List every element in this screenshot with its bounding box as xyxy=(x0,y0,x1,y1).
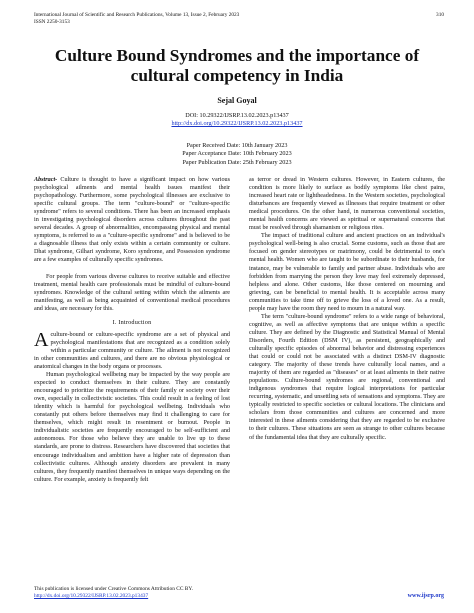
author-name: Sejal Goyal xyxy=(217,96,257,105)
drop-cap: A xyxy=(34,328,49,351)
issn: ISSN 2250-3153 xyxy=(34,19,70,25)
journal-name: International Journal of Scientific and Research Publications, Volume 13, Issue 2, February 2023 xyxy=(34,12,240,18)
intro-paragraph-2: Human psychological wellbeing may be impacted by the way people are expected to conduct themselves in their culture. They are constantly encouraged to prioritize the requirements of their family or society over their own, especially in collectivistic societies. This could result in a feeling of lost identity which is harmful for psychological wellbeing. Individuals who constantly put others before themselves may find it challenging to care for themselves, which might result in resentment or burnout. People in individualistic societies are frequently encouraged to be self-sufficient and autonomous. For those who believe they are unable to live up to these standards, are prone to distress. Researchers have discovered that societies that encourage individualism and ambition have a higher rate of depression than collectivistic cultures. Although anxiety disorders are prevalent in many cultures, they frequently manifest themselves in unique ways depending on the culture. For example, anxiety is frequently felt xyxy=(34,372,230,483)
right-column xyxy=(249,176,445,442)
published-date: Paper Publication Date: 25th February 2023 xyxy=(182,158,292,166)
doi-text: DOI: 10.29322/IJSRP.13.02.2023.p13437 xyxy=(185,112,289,119)
doi-link[interactable]: http://dx.doi.org/10.29322/IJSRP.13.02.2023.p13437 xyxy=(171,120,303,127)
abstract-paragraph-2: For people from various diverse cultures to receive suitable and effective treatment, mental health care professionals must be mindful of culture-bound syndromes. Knowledge of the cultural setting within which the ailments are manifesting, as well as being acquainted of conventional medical procedures and ideas, are necessary for this. xyxy=(34,273,230,312)
body-paragraph-3: The term "culture-bound syndrome" refers to a wide range of behavioral, cognitive, as well as affective symptoms that are unique within a specific culture. They are defined by the Diagnostic and Statistical Manual of Mental Disorders, Fourth Edition (DSM IV), as persistent, geographically and culturally specific episodes of abnormal behavior and distressing experiences that could or could not be associated with a distinct DSM-IV diagnostic category. The majority of these trends have culturally local names, and a majority of them are regarded as "diseases" or at least ailments in their native populations. Culture-bound syndromes are regional, conventional and indigenous syndromes that require logical interpretations for particular recurring, systematic, and unsettling sets of sensations and symptoms. They are typically restricted to specific societies or cultural locations. The clinicians and scholars from those communities and cultures are concerned and more interested in these ailments considering that they are regarded to be exclusive to their cultures. These situations are seen as strange to other cultures because of the fundamental idea that they are culturally specific. xyxy=(249,313,445,441)
journal-website[interactable]: www.ijsrp.org xyxy=(407,593,444,599)
received-date: Paper Received Date: 10th January 2023 xyxy=(186,142,288,149)
running-header xyxy=(34,12,444,26)
page-footer xyxy=(34,586,444,600)
left-column xyxy=(34,176,230,484)
body-paragraph-1: as terror or dread in Western cultures. However, in Eastern cultures, the condition is more likely to surface as bodily symptoms like chest pains, increased heart rate or lightheadedness. In the Western societies, psychological disturbances are frequently viewed as illnesses that require treatment or other medical procedures. On the other hand, in numerous conventional societies, mental health concerns are viewed as spiritual or supernatural concerns that must be resolved through shamanism or religious rites. xyxy=(249,177,445,232)
body-paragraph-2: The impact of traditional culture and ancient practices on an individual's psychological well-being is also crucial. Some customs, such as those that are focused on gender stereotypes or matrimony, could be detrimental to one's mental health. Women who are taught to be subordinate to their husbands, for instance, may be vulnerable to family and partner abuse. Individuals who are forbidden from marrying the person they love may feel extremely depressed, helpless and alone. Other customs, like those centered on mourning and grieving, can be beneficial to mental health. It is acceptable across many communities to take time off to grieve the loss of a loved one. As a result, people may have the room they need to mourn in a natural way. xyxy=(249,233,445,312)
section-heading: I. Introduction xyxy=(112,318,152,326)
page-number: 310 xyxy=(436,12,444,18)
footer-doi-link[interactable]: http://dx.doi.org/10.29322/IJSRP.13.02.2023.p13437 xyxy=(34,593,149,599)
abstract-text: Culture is thought to have a significant impact on how various psychological ailments and mental health issues manifest their psychopathology. Furthermore, some psychological illnesses are exclusive to specific cultural groups. The term "culture-bound" or "culture-specific syndrome" refers to several conditions. There has been an increased emphasis in investigating psychological disorders across cultures throughout the past several decades. A group of abnormalities, encompassing physical and mental symptoms, is referred to as a "culture-specific syndrome" and is believed to be a diagnosable illness that only exists within a certain community or culture. Dhat syndrome, Gilhari syndrome, Koro syndrome, and Possession syndrome are a few examples of culturally specific syndromes. xyxy=(34,177,230,264)
paper-dates xyxy=(30,142,444,167)
abstract-paragraph xyxy=(34,176,230,265)
license-text: This publication is licensed under Creative Commons Attribution CC BY. xyxy=(34,586,193,592)
paper-title: Culture Bound Syndromes and the importance of cultural competency in India xyxy=(54,46,420,85)
intro-text-1: culture-bound or culture-specific syndrome are a set of physical and psychological manifestations that are recognized as a condition solely within a particular community or culture. The ailment is not recognized in other communities and cultures, and there are no obvious physiological or anatomical changes in the body organs or processes. xyxy=(34,331,230,370)
doi-block xyxy=(30,112,444,128)
accepted-date: Paper Acceptance Date: 10th February 2023 xyxy=(182,150,292,158)
abstract-label: Abstract- xyxy=(34,177,58,183)
intro-paragraph-1 xyxy=(34,328,230,371)
